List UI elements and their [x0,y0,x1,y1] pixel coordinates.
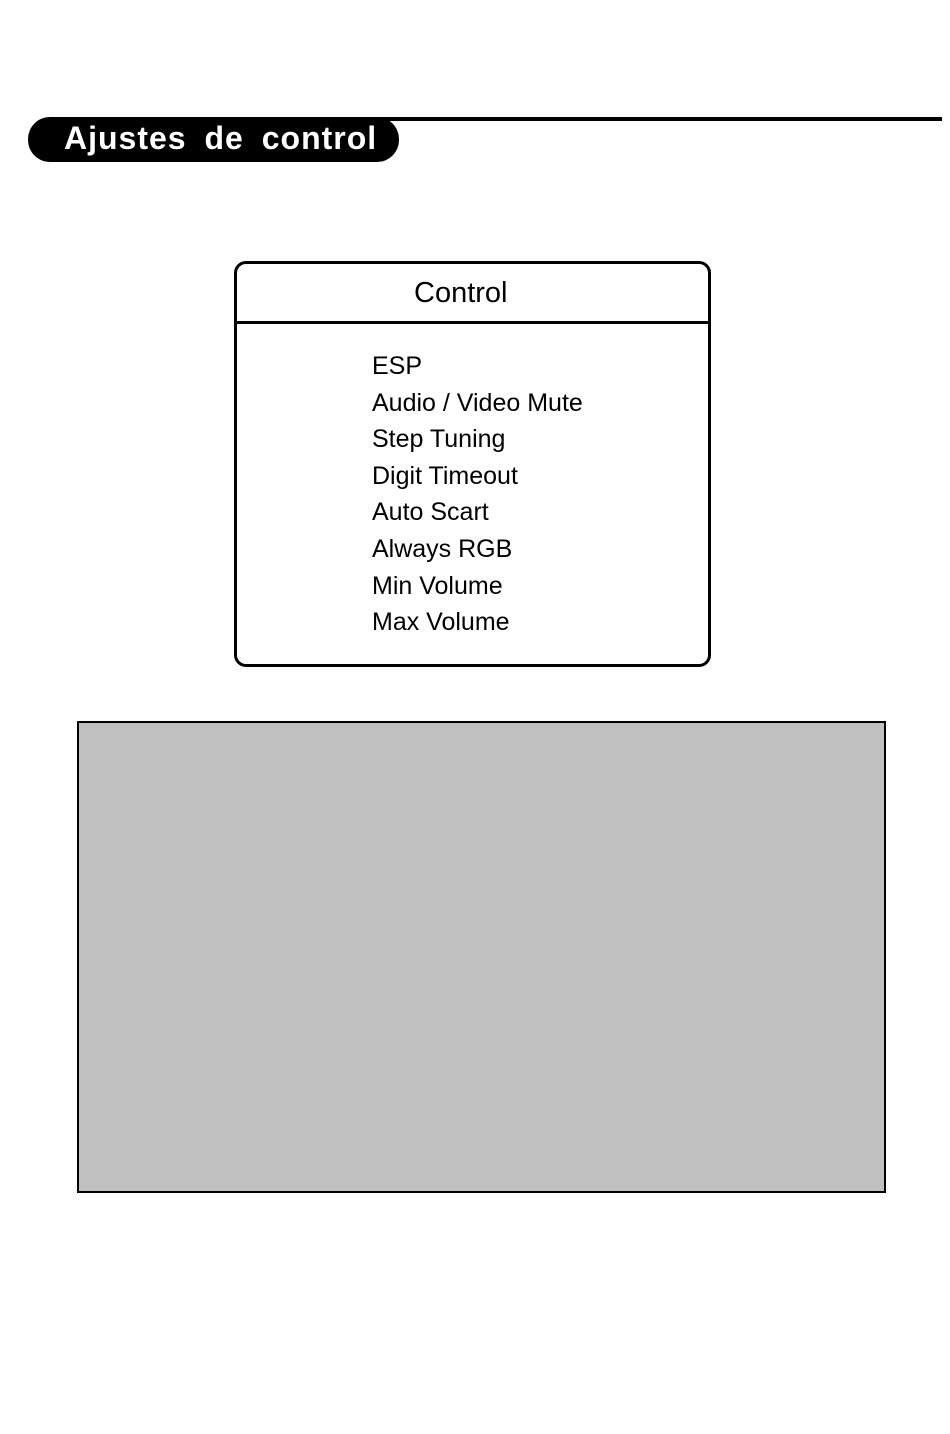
section-header-rule [300,117,942,121]
menu-item-min-volume[interactable]: Min Volume [372,571,503,600]
menu-item-always-rgb[interactable]: Always RGB [372,534,513,563]
menu-item-step-tuning[interactable]: Step Tuning [372,425,506,454]
control-menu-title: Control [414,277,508,309]
menu-item-auto-scart[interactable]: Auto Scart [372,498,489,527]
control-menu-panel [234,261,711,667]
section-header-badge [28,117,399,162]
menu-item-esp[interactable]: ESP [372,352,423,380]
control-menu-list [372,348,583,641]
section-title: Ajustes de control [64,120,378,156]
control-menu-header [237,264,708,324]
blank-screen-placeholder [77,721,886,1193]
menu-item-audio-video-mute[interactable]: Audio / Video Mute [372,388,583,417]
menu-item-digit-timeout[interactable]: Digit Timeout [372,461,518,490]
menu-item-max-volume[interactable]: Max Volume [372,608,510,637]
